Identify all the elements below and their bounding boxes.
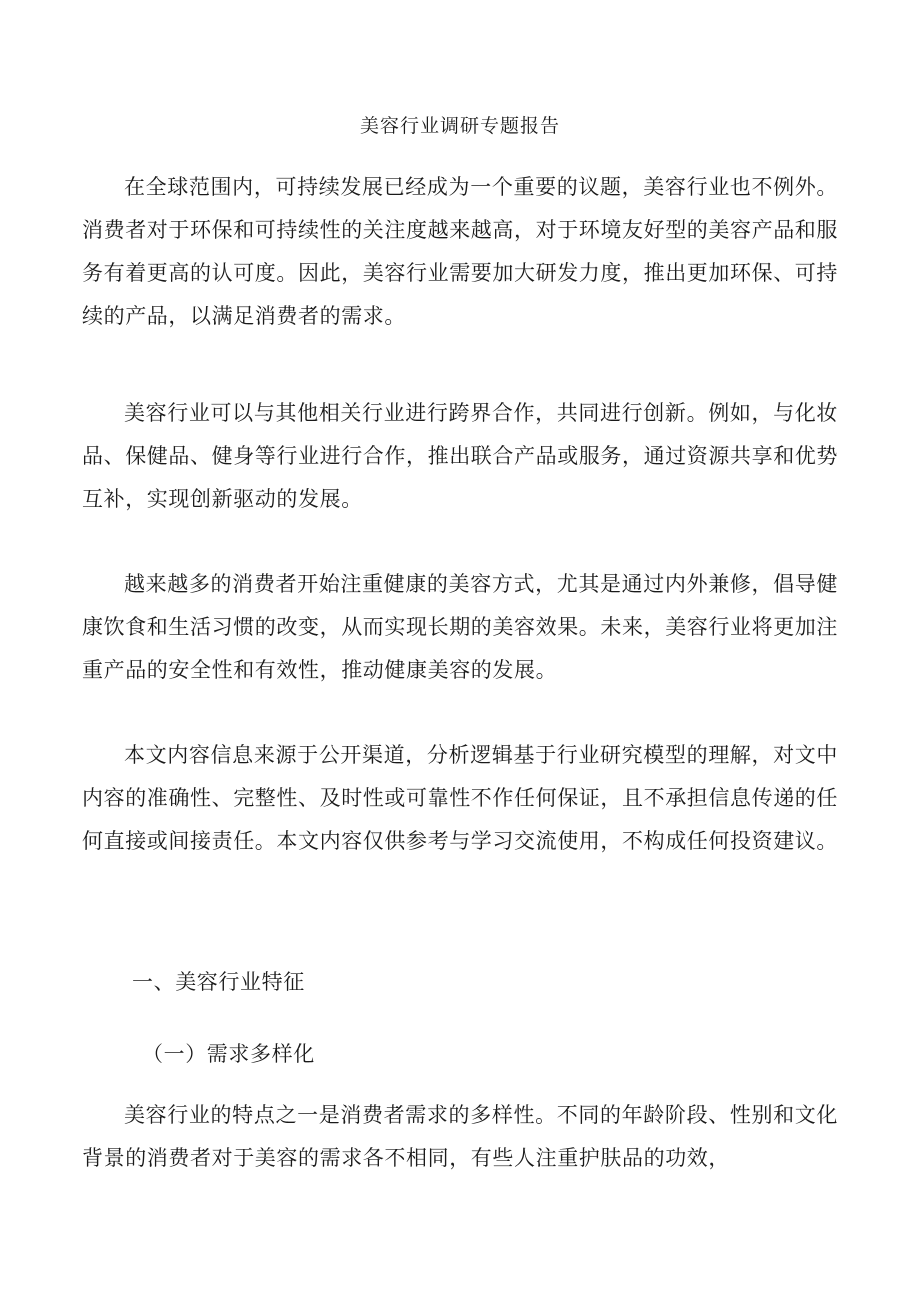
- paragraph-demand-diversity: 美容行业的特点之一是消费者需求的多样性。不同的年龄阶段、性别和文化背景的消费者对于美容的需求各不相同，有些人注重护肤品的功效，: [82, 1103, 838, 1170]
- document-title: 美容行业调研专题报告: [359, 115, 560, 137]
- subsection-heading: （一）需求多样化: [142, 1042, 315, 1066]
- paragraph-sustainability: 在全球范围内，可持续发展已经成为一个重要的议题，美容行业也不例外。消费者对于环保和可持续性的关注度越来越高，对于环境友好型的美容产品和服务有着更高的认可度。因此，美容行业需要加大研发力度，推出更加环保、可持续的产品，以满足消费者的需求。: [82, 175, 838, 328]
- paragraph-cross-industry: 美容行业可以与其他相关行业进行跨界合作，共同进行创新。例如，与化妆品、保健品、健身等行业进行合作，推出联合产品或服务，通过资源共享和优势互补，实现创新驱动的发展。: [82, 401, 838, 511]
- paragraph-health-beauty: 越来越多的消费者开始注重健康的美容方式，尤其是通过内外兼修，倡导健康饮食和生活习惯的改变，从而实现长期的美容效果。未来，美容行业将更加注重产品的安全性和有效性，推动健康美容的发展。: [82, 572, 838, 682]
- paragraph-disclaimer: 本文内容信息来源于公开渠道，分析逻辑基于行业研究模型的理解，对文中内容的准确性、完整性、及时性或可靠性不作任何保证，且不承担信息传递的任何直接或间接责任。本文内容仅供参考与学习交流使用，不构成任何投资建议。: [82, 743, 838, 853]
- section-heading: 一、美容行业特征: [132, 970, 305, 994]
